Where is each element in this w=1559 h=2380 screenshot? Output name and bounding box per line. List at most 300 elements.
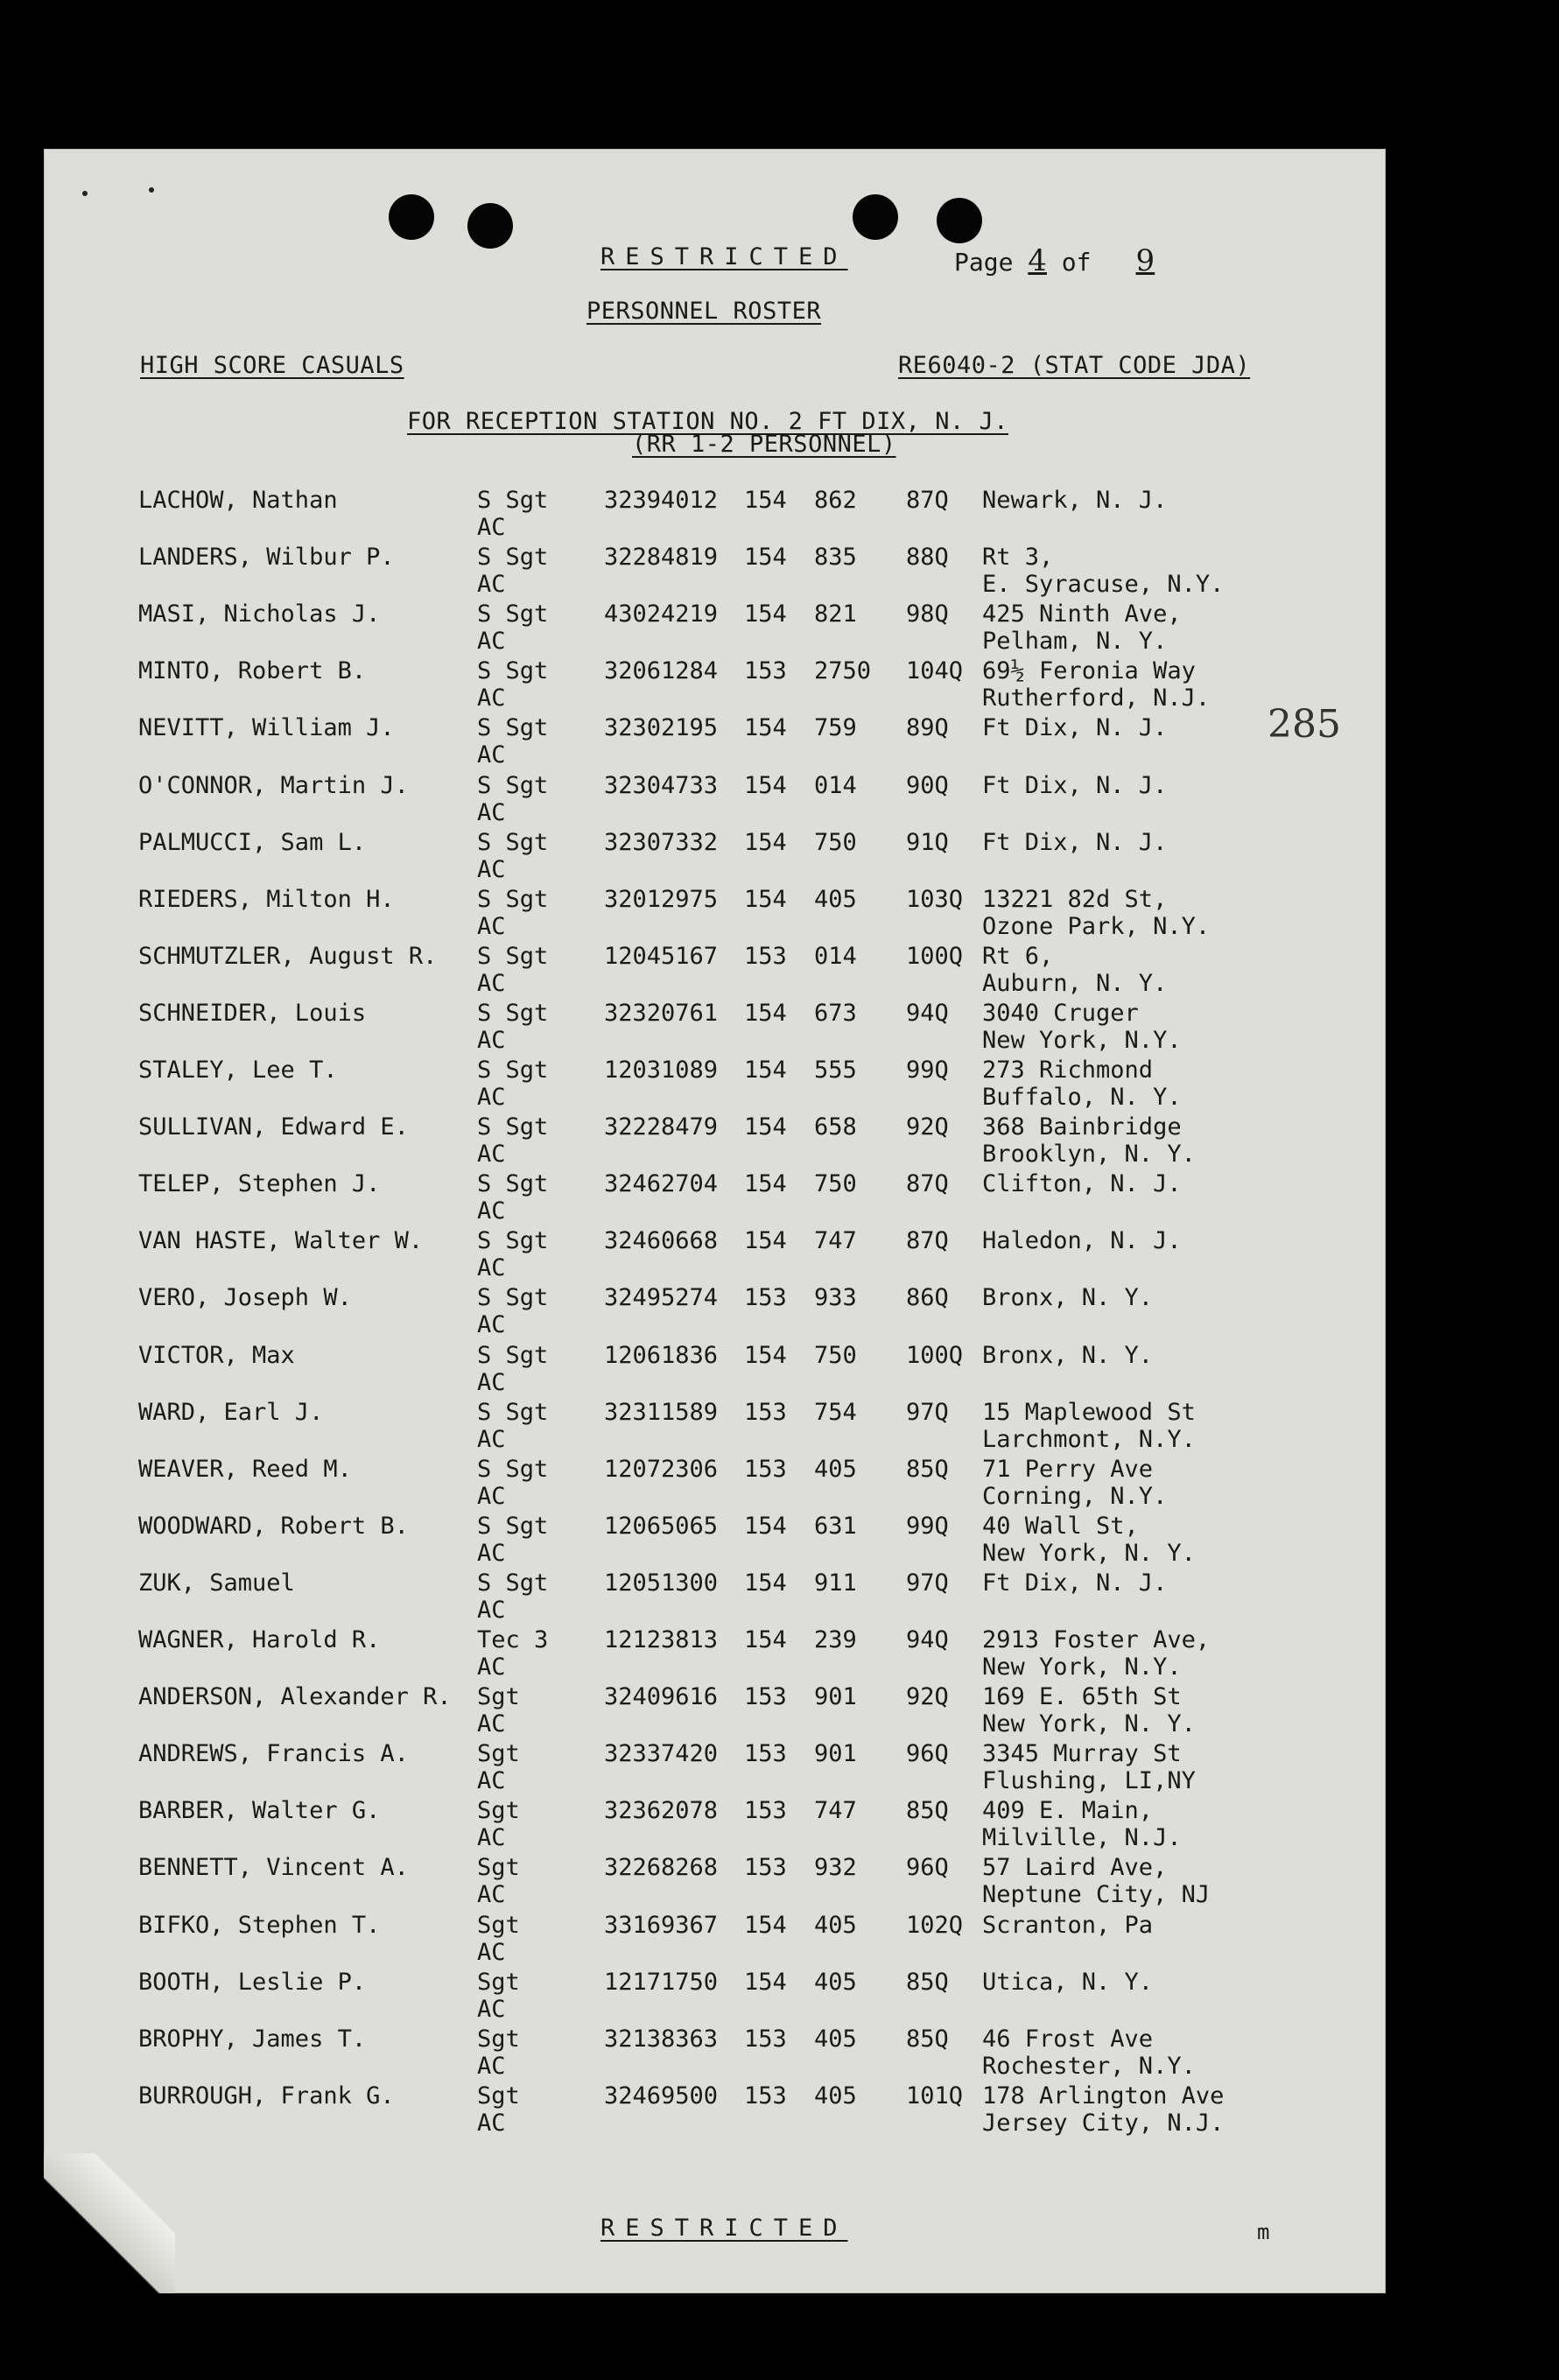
table-row	[44, 1854, 1386, 1912]
row-rank: Sgt	[477, 1854, 520, 1882]
row-code-b: 901	[814, 1683, 857, 1711]
row-arm: AC	[477, 1482, 506, 1510]
row-address-line1: Ft Dix, N. J.	[982, 828, 1168, 856]
table-row	[44, 1626, 1386, 1684]
row-code-a: 153	[744, 2082, 787, 2110]
row-rank: Sgt	[477, 2082, 520, 2110]
row-arm: AC	[477, 1653, 506, 1681]
row-score: 98Q	[906, 600, 949, 628]
row-address-line2: Neptune City, NJ	[982, 1881, 1211, 1909]
table-row	[44, 772, 1386, 830]
row-rank: S Sgt	[477, 1113, 549, 1141]
row-serial-number: 32362078	[604, 1797, 719, 1825]
row-code-b: 933	[814, 1284, 857, 1312]
row-rank: S Sgt	[477, 714, 549, 742]
table-row	[44, 1342, 1386, 1400]
row-address-line1: Rt 6,	[982, 942, 1054, 970]
row-code-b: 2750	[814, 657, 872, 685]
punch-hole	[937, 198, 982, 243]
row-code-b: 750	[814, 1170, 857, 1198]
row-address-line1: 273 Richmond	[982, 1057, 1154, 1084]
row-serial-number: 32304733	[604, 771, 719, 799]
row-score: 87Q	[906, 1170, 949, 1198]
table-row	[44, 1740, 1386, 1798]
row-score: 102Q	[906, 1911, 964, 1939]
row-rank: Sgt	[477, 1740, 520, 1768]
row-rank: S Sgt	[477, 885, 549, 913]
page-total: 9	[1135, 243, 1155, 278]
row-score: 92Q	[906, 1683, 949, 1711]
row-address-line2: Flushing, LI,NY	[982, 1767, 1196, 1795]
row-code-b: 901	[814, 1740, 857, 1768]
row-score: 96Q	[906, 1740, 949, 1768]
row-name: STALEY, Lee T.	[138, 1057, 338, 1084]
row-code-a: 154	[744, 1113, 787, 1141]
row-address-line1: Rt 3,	[982, 544, 1054, 572]
row-code-a: 154	[744, 999, 787, 1027]
row-name: ANDREWS, Francis A.	[138, 1740, 409, 1768]
row-address-line2: Milville, N.J.	[982, 1824, 1182, 1852]
row-arm: AC	[477, 798, 506, 826]
ink-speck	[149, 187, 154, 193]
row-rank: S Sgt	[477, 1569, 549, 1597]
row-code-b: 555	[814, 1057, 857, 1084]
row-address-line1: 2913 Foster Ave,	[982, 1626, 1211, 1653]
row-code-b: 750	[814, 1341, 857, 1369]
row-serial-number: 12072306	[604, 1455, 719, 1483]
row-serial-number: 32462704	[604, 1170, 719, 1198]
row-score: 96Q	[906, 1854, 949, 1882]
table-row	[44, 1000, 1386, 1057]
row-address-line2: New York, N. Y.	[982, 1710, 1196, 1738]
row-arm: AC	[477, 1596, 506, 1624]
row-address-line1: 169 E. 65th St	[982, 1683, 1182, 1711]
row-score: 87Q	[906, 487, 949, 514]
table-row	[44, 1969, 1386, 2026]
row-address-line1: 57 Laird Ave,	[982, 1854, 1168, 1882]
row-score: 97Q	[906, 1398, 949, 1426]
row-address-line2: Pelham, N. Y.	[982, 628, 1168, 656]
table-row	[44, 1399, 1386, 1457]
row-name: WAGNER, Harold R.	[138, 1626, 381, 1653]
row-rank: Sgt	[477, 1683, 520, 1711]
row-name: ZUK, Samuel	[138, 1569, 295, 1597]
row-name: LACHOW, Nathan	[138, 487, 338, 514]
table-row	[44, 1683, 1386, 1741]
row-serial-number: 33169367	[604, 1911, 719, 1939]
row-code-b: 747	[814, 1797, 857, 1825]
row-score: 101Q	[906, 2082, 964, 2110]
row-address-line1: 3345 Murray St	[982, 1740, 1182, 1768]
row-serial-number: 32307332	[604, 828, 719, 856]
row-serial-number: 32061284	[604, 657, 719, 685]
row-address-line1: Ft Dix, N. J.	[982, 1569, 1168, 1597]
row-address-line1: Newark, N. J.	[982, 487, 1168, 514]
row-address-line2: New York, N.Y.	[982, 1653, 1182, 1681]
page-indicator	[954, 243, 1184, 278]
row-score: 85Q	[906, 2025, 949, 2053]
row-arm: AC	[477, 628, 506, 656]
row-serial-number: 12045167	[604, 942, 719, 970]
row-arm: AC	[477, 855, 506, 883]
row-serial-number: 32394012	[604, 487, 719, 514]
row-score: 94Q	[906, 999, 949, 1027]
page-label: Page	[954, 248, 1014, 277]
row-score: 85Q	[906, 1455, 949, 1483]
row-address-line2: Jersey City, N.J.	[982, 2109, 1225, 2137]
of-label: of	[1061, 248, 1092, 277]
row-name: SCHNEIDER, Louis	[138, 999, 367, 1027]
row-address-line2: Larchmont, N.Y.	[982, 1425, 1196, 1453]
row-arm: AC	[477, 1141, 506, 1169]
table-row	[44, 1912, 1386, 1969]
row-name: PALMUCCI, Sam L.	[138, 828, 367, 856]
row-arm: AC	[477, 1938, 506, 1966]
row-score: 100Q	[906, 942, 964, 970]
row-score: 104Q	[906, 657, 964, 685]
row-code-a: 154	[744, 1227, 787, 1255]
row-arm: AC	[477, 1881, 506, 1909]
row-score: 86Q	[906, 1284, 949, 1312]
row-address-line1: Ft Dix, N. J.	[982, 714, 1168, 742]
table-row	[44, 1513, 1386, 1570]
row-rank: S Sgt	[477, 1455, 549, 1483]
row-arm: AC	[477, 912, 506, 940]
row-address-line1: 15 Maplewood St	[982, 1398, 1196, 1426]
row-address-line1: 69½ Feronia Way	[982, 657, 1196, 685]
row-serial-number: 32228479	[604, 1113, 719, 1141]
table-row	[44, 600, 1386, 658]
row-address-line1: Scranton, Pa	[982, 1911, 1154, 1939]
row-code-b: 405	[814, 885, 857, 913]
row-rank: Sgt	[477, 1911, 520, 1939]
row-address-line2: Rutherford, N.J.	[982, 685, 1211, 713]
table-row	[44, 1797, 1386, 1855]
table-row	[44, 544, 1386, 601]
row-address-line1: Clifton, N. J.	[982, 1170, 1182, 1198]
row-code-a: 153	[744, 942, 787, 970]
row-name: WEAVER, Reed M.	[138, 1455, 352, 1483]
row-code-a: 154	[744, 487, 787, 514]
row-rank: S Sgt	[477, 544, 549, 572]
row-code-b: 862	[814, 487, 857, 514]
row-code-b: 405	[814, 2082, 857, 2110]
row-code-a: 153	[744, 1284, 787, 1312]
row-name: MASI, Nicholas J.	[138, 600, 381, 628]
row-name: BROPHY, James T.	[138, 2025, 367, 2053]
document-page	[44, 149, 1386, 2293]
table-row	[44, 487, 1386, 544]
row-code-a: 153	[744, 1455, 787, 1483]
row-name: ANDERSON, Alexander R.	[138, 1683, 452, 1711]
row-serial-number: 32311589	[604, 1398, 719, 1426]
row-code-b: 750	[814, 828, 857, 856]
footer-mark: m	[1257, 2220, 1270, 2244]
row-code-a: 153	[744, 1854, 787, 1882]
table-row	[44, 1284, 1386, 1342]
row-code-a: 154	[744, 771, 787, 799]
row-score: 99Q	[906, 1057, 949, 1084]
row-address-line2: New York, N.Y.	[982, 1026, 1182, 1054]
table-row	[44, 2025, 1386, 2083]
row-serial-number: 32320761	[604, 999, 719, 1027]
folded-corner	[44, 2153, 175, 2293]
row-rank: S Sgt	[477, 1057, 549, 1084]
row-address-line1: 46 Frost Ave	[982, 2025, 1154, 2053]
row-address-line2: New York, N. Y.	[982, 1539, 1196, 1567]
row-code-a: 154	[744, 1968, 787, 1996]
row-code-b: 911	[814, 1569, 857, 1597]
row-score: 89Q	[906, 714, 949, 742]
row-arm: AC	[477, 1197, 506, 1225]
row-address-line1: Haledon, N. J.	[982, 1227, 1182, 1255]
row-code-a: 153	[744, 657, 787, 685]
row-name: BIFKO, Stephen T.	[138, 1911, 381, 1939]
row-code-b: 759	[814, 714, 857, 742]
row-address-line2: E. Syracuse, N.Y.	[982, 571, 1225, 599]
row-code-a: 154	[744, 1626, 787, 1653]
row-arm: AC	[477, 1995, 506, 2023]
row-address-line1: Ft Dix, N. J.	[982, 771, 1168, 799]
row-arm: AC	[477, 1311, 506, 1339]
punch-hole	[467, 203, 513, 249]
row-code-a: 154	[744, 828, 787, 856]
row-serial-number: 12061836	[604, 1341, 719, 1369]
row-score: 97Q	[906, 1569, 949, 1597]
row-score: 85Q	[906, 1797, 949, 1825]
row-arm: AC	[477, 1084, 506, 1111]
destination-sub-label: (RR 1-2 PERSONNEL)	[632, 431, 896, 458]
row-code-b: 405	[814, 1968, 857, 1996]
row-arm: AC	[477, 1539, 506, 1567]
row-rank: Sgt	[477, 1797, 520, 1825]
row-name: VERO, Joseph W.	[138, 1284, 352, 1312]
row-code-b: 014	[814, 942, 857, 970]
row-serial-number: 12171750	[604, 1968, 719, 1996]
table-row	[44, 1057, 1386, 1114]
row-serial-number: 12123813	[604, 1626, 719, 1653]
table-row	[44, 714, 1386, 772]
punch-hole	[853, 194, 898, 240]
row-name: RIEDERS, Milton H.	[138, 885, 395, 913]
row-rank: S Sgt	[477, 771, 549, 799]
ink-speck	[82, 191, 88, 196]
row-score: 90Q	[906, 771, 949, 799]
row-code-b: 754	[814, 1398, 857, 1426]
table-row	[44, 657, 1386, 715]
row-score: 103Q	[906, 885, 964, 913]
row-rank: S Sgt	[477, 1341, 549, 1369]
row-serial-number: 32337420	[604, 1740, 719, 1768]
row-rank: S Sgt	[477, 487, 549, 514]
table-row	[44, 886, 1386, 944]
unit-label: HIGH SCORE CASUALS	[140, 352, 404, 379]
row-arm: AC	[477, 1824, 506, 1852]
row-serial-number: 32284819	[604, 544, 719, 572]
row-arm: AC	[477, 741, 506, 769]
row-arm: AC	[477, 571, 506, 599]
margin-stamp-number: 285	[1268, 702, 1341, 747]
punch-hole	[389, 194, 434, 240]
row-address-line2: Buffalo, N. Y.	[982, 1084, 1182, 1111]
row-address-line2: Brooklyn, N. Y.	[982, 1141, 1196, 1169]
row-score: 85Q	[906, 1968, 949, 1996]
row-code-a: 153	[744, 1797, 787, 1825]
row-rank: Sgt	[477, 1968, 520, 1996]
row-address-line1: Bronx, N. Y.	[982, 1284, 1154, 1312]
row-name: BARBER, Walter G.	[138, 1797, 381, 1825]
row-code-a: 154	[744, 1341, 787, 1369]
row-name: WOODWARD, Robert B.	[138, 1512, 409, 1540]
row-rank: Sgt	[477, 2025, 520, 2053]
row-serial-number: 32409616	[604, 1683, 719, 1711]
row-name: NEVITT, William J.	[138, 714, 395, 742]
row-code-b: 658	[814, 1113, 857, 1141]
row-code-a: 153	[744, 1683, 787, 1711]
row-serial-number: 32302195	[604, 714, 719, 742]
table-row	[44, 1569, 1386, 1627]
restricted-header: RESTRICTED	[600, 243, 848, 270]
row-address-line1: 409 E. Main,	[982, 1797, 1154, 1825]
row-code-a: 154	[744, 1170, 787, 1198]
row-code-a: 154	[744, 1057, 787, 1084]
row-rank: S Sgt	[477, 1227, 549, 1255]
row-serial-number: 12065065	[604, 1512, 719, 1540]
row-arm: AC	[477, 2052, 506, 2080]
row-address-line1: 368 Bainbridge	[982, 1113, 1182, 1141]
row-serial-number: 12031089	[604, 1057, 719, 1084]
row-name: WARD, Earl J.	[138, 1398, 324, 1426]
row-code-a: 153	[744, 2025, 787, 2053]
table-row	[44, 829, 1386, 887]
row-address-line1: 3040 Cruger	[982, 999, 1139, 1027]
row-code-b: 821	[814, 600, 857, 628]
row-score: 88Q	[906, 544, 949, 572]
table-row	[44, 1170, 1386, 1228]
row-arm: AC	[477, 1368, 506, 1396]
row-rank: S Sgt	[477, 1512, 549, 1540]
restricted-footer: RESTRICTED	[600, 2215, 848, 2242]
page-number: 4	[1028, 243, 1047, 278]
row-code-b: 747	[814, 1227, 857, 1255]
row-serial-number: 32138363	[604, 2025, 719, 2053]
row-code-a: 154	[744, 1569, 787, 1597]
row-address-line2: Auburn, N. Y.	[982, 969, 1168, 997]
roster-title: PERSONNEL ROSTER	[586, 298, 822, 325]
row-arm: AC	[477, 1254, 506, 1282]
row-code-b: 631	[814, 1512, 857, 1540]
row-serial-number: 32460668	[604, 1227, 719, 1255]
destination-label: FOR RECEPTION STATION NO. 2 FT DIX, N. J.	[407, 408, 1008, 435]
row-address-line1: 71 Perry Ave	[982, 1455, 1154, 1483]
row-arm: AC	[477, 1710, 506, 1738]
row-score: 92Q	[906, 1113, 949, 1141]
row-code-b: 014	[814, 771, 857, 799]
row-score: 99Q	[906, 1512, 949, 1540]
row-rank: Tec 3	[477, 1626, 549, 1653]
row-serial-number: 32012975	[604, 885, 719, 913]
table-row	[44, 1227, 1386, 1285]
row-code-a: 154	[744, 714, 787, 742]
row-rank: S Sgt	[477, 1398, 549, 1426]
row-code-a: 154	[744, 885, 787, 913]
row-address-line1: Bronx, N. Y.	[982, 1341, 1154, 1369]
row-name: TELEP, Stephen J.	[138, 1170, 381, 1198]
row-code-a: 154	[744, 1911, 787, 1939]
row-name: BURROUGH, Frank G.	[138, 2082, 395, 2110]
row-code-b: 673	[814, 999, 857, 1027]
row-name: VICTOR, Max	[138, 1341, 295, 1369]
row-code-a: 153	[744, 1740, 787, 1768]
row-name: BOOTH, Leslie P.	[138, 1968, 367, 1996]
row-arm: AC	[477, 1425, 506, 1453]
table-row	[44, 943, 1386, 1000]
row-code-b: 239	[814, 1626, 857, 1653]
row-code-b: 835	[814, 544, 857, 572]
row-name: SCHMUTZLER, August R.	[138, 942, 438, 970]
row-rank: S Sgt	[477, 1284, 549, 1312]
row-serial-number: 43024219	[604, 600, 719, 628]
row-rank: S Sgt	[477, 942, 549, 970]
row-address-line1: Utica, N. Y.	[982, 1968, 1154, 1996]
row-serial-number: 32495274	[604, 1284, 719, 1312]
row-arm: AC	[477, 1026, 506, 1054]
row-address-line2: Ozone Park, N.Y.	[982, 912, 1211, 940]
row-address-line1: 425 Ninth Ave,	[982, 600, 1182, 628]
stat-code-label: RE6040-2 (STAT CODE JDA)	[898, 352, 1251, 379]
row-address-line1: 178 Arlington Ave	[982, 2082, 1225, 2110]
row-address-line1: 40 Wall St,	[982, 1512, 1139, 1540]
row-name: MINTO, Robert B.	[138, 657, 367, 685]
table-row	[44, 1113, 1386, 1171]
row-code-b: 405	[814, 1455, 857, 1483]
row-rank: S Sgt	[477, 1170, 549, 1198]
row-rank: S Sgt	[477, 828, 549, 856]
row-rank: S Sgt	[477, 999, 549, 1027]
row-code-a: 154	[744, 1512, 787, 1540]
row-name: SULLIVAN, Edward E.	[138, 1113, 409, 1141]
row-name: LANDERS, Wilbur P.	[138, 544, 395, 572]
row-code-a: 153	[744, 1398, 787, 1426]
row-address-line2: Corning, N.Y.	[982, 1482, 1168, 1510]
row-arm: AC	[477, 685, 506, 713]
row-score: 91Q	[906, 828, 949, 856]
row-score: 87Q	[906, 1227, 949, 1255]
row-serial-number: 12051300	[604, 1569, 719, 1597]
row-arm: AC	[477, 2109, 506, 2137]
row-code-b: 405	[814, 1911, 857, 1939]
row-code-b: 405	[814, 2025, 857, 2053]
row-arm: AC	[477, 969, 506, 997]
row-score: 94Q	[906, 1626, 949, 1653]
row-score: 100Q	[906, 1341, 964, 1369]
row-rank: S Sgt	[477, 600, 549, 628]
row-name: VAN HASTE, Walter W.	[138, 1227, 424, 1255]
row-code-b: 932	[814, 1854, 857, 1882]
row-code-a: 154	[744, 600, 787, 628]
row-rank: S Sgt	[477, 657, 549, 685]
row-name: O'CONNOR, Martin J.	[138, 771, 409, 799]
row-address-line1: 13221 82d St,	[982, 885, 1168, 913]
row-serial-number: 32268268	[604, 1854, 719, 1882]
row-arm: AC	[477, 514, 506, 541]
row-name: BENNETT, Vincent A.	[138, 1854, 409, 1882]
row-arm: AC	[477, 1767, 506, 1795]
row-code-a: 154	[744, 544, 787, 572]
row-serial-number: 32469500	[604, 2082, 719, 2110]
row-address-line2: Rochester, N.Y.	[982, 2052, 1196, 2080]
table-row	[44, 2082, 1386, 2140]
